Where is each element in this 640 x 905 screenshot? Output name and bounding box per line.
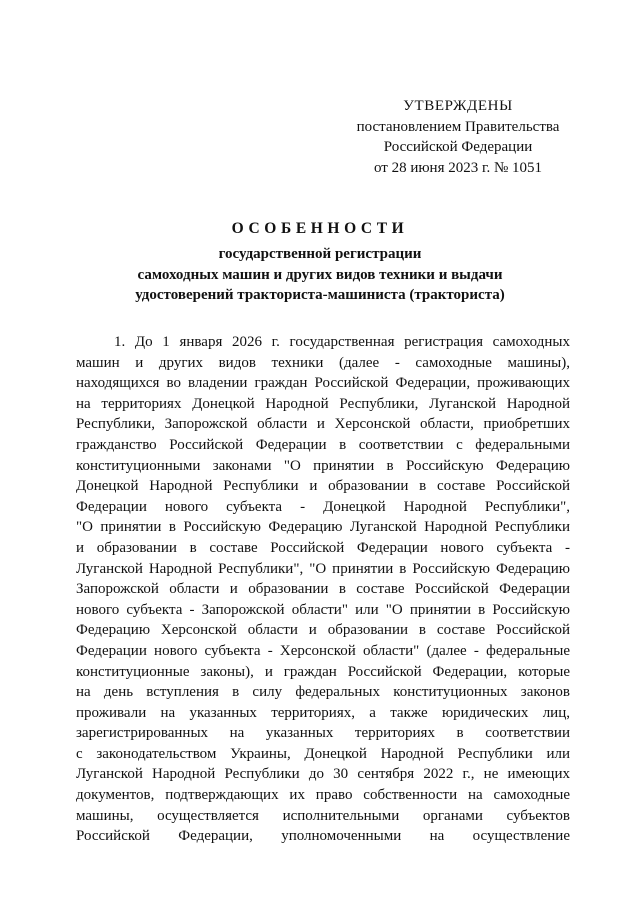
paragraph-line: конституционными законами "О принятии в Российскую Федерацию: [76, 457, 570, 474]
paragraph-line: Федерации нового субъекта - Херсонской области" (далее - федеральные: [76, 642, 570, 659]
paragraph-line: проживали на указанных территориях, а также юридических лиц,: [76, 704, 570, 721]
paragraph-line: Донецкой Народной Республики и образовании в составе Российской: [76, 478, 570, 495]
paragraph-line: документов, подтверждающих их право собственности на самоходные: [76, 787, 570, 804]
approval-line-date: от 28 июня 2023 г. № 1051: [373, 159, 543, 176]
document-title: ОСОБЕННОСТИ: [231, 220, 409, 237]
paragraph-line: Российской Федерации, уполномоченными на осуществление: [76, 828, 570, 845]
approval-line-resolution: постановлением Правительства: [356, 118, 560, 135]
paragraph-line: "О принятии в Российскую Федерацию Луганской Народной Республики: [76, 519, 570, 536]
paragraph-line: Запорожской области и образовании в составе Российской Федерации: [76, 581, 570, 598]
paragraph-line: зарегистрированных на указанных территориях в соответствии: [76, 725, 570, 742]
paragraph-line: машины, осуществляется исполнительными органами субъектов: [76, 807, 570, 824]
paragraph-line: Республики, Запорожской области и Херсонской области, приобретших: [76, 416, 570, 433]
paragraph-line: 1. До 1 января 2026 г. государственная регистрация самоходных: [114, 334, 570, 350]
subtitle-line: государственной регистрации: [218, 246, 422, 262]
paragraph-line: Луганской Народной Республики", "О принятии в Российскую Федерацию: [76, 560, 570, 577]
paragraph-line: с законодательством Украины, Донецкой Народной Республики или: [76, 745, 570, 762]
paragraph-line: гражданство Российской Федерации в соответствии с федеральными: [76, 436, 570, 453]
approval-heading: УТВЕРЖДЕНЫ: [403, 98, 513, 114]
approval-block: [340, 96, 576, 178]
paragraph-line: на день вступления в силу федеральных конституционных законов: [76, 684, 570, 701]
paragraph-line: нового субъекта - Запорожской области" или "О принятии в Российскую: [76, 601, 570, 618]
paragraph-line: машин и других видов техники (далее - самоходные машины),: [76, 354, 570, 371]
paragraph-line: находящихся во владении граждан Российской Федерации, проживающих: [76, 375, 570, 392]
paragraph-line: на территориях Донецкой Народной Республики, Луганской Народной: [76, 395, 570, 412]
paragraph-line: Федерацию Херсонской области и образовании в составе Российской: [76, 622, 570, 639]
paragraph-line: Федерации нового субъекта - Донецкой Народной Республики",: [76, 498, 570, 515]
document-subtitle: [0, 244, 640, 306]
paragraph-line: конституционные законы), и граждан Российской Федерации, которые: [76, 663, 570, 680]
paragraph-line: и образовании в составе Российской Федерации нового субъекта -: [76, 539, 570, 556]
paragraph-line: Луганской Народной Республики до 30 сентября 2022 г., не имеющих: [76, 766, 570, 783]
paragraph-1: [76, 332, 570, 847]
subtitle-line: удостоверений тракториста-машиниста (тракториста): [135, 287, 505, 303]
approval-line-government: Российской Федерации: [383, 139, 533, 155]
subtitle-line: самоходных машин и других видов техники и выдачи: [137, 266, 503, 283]
